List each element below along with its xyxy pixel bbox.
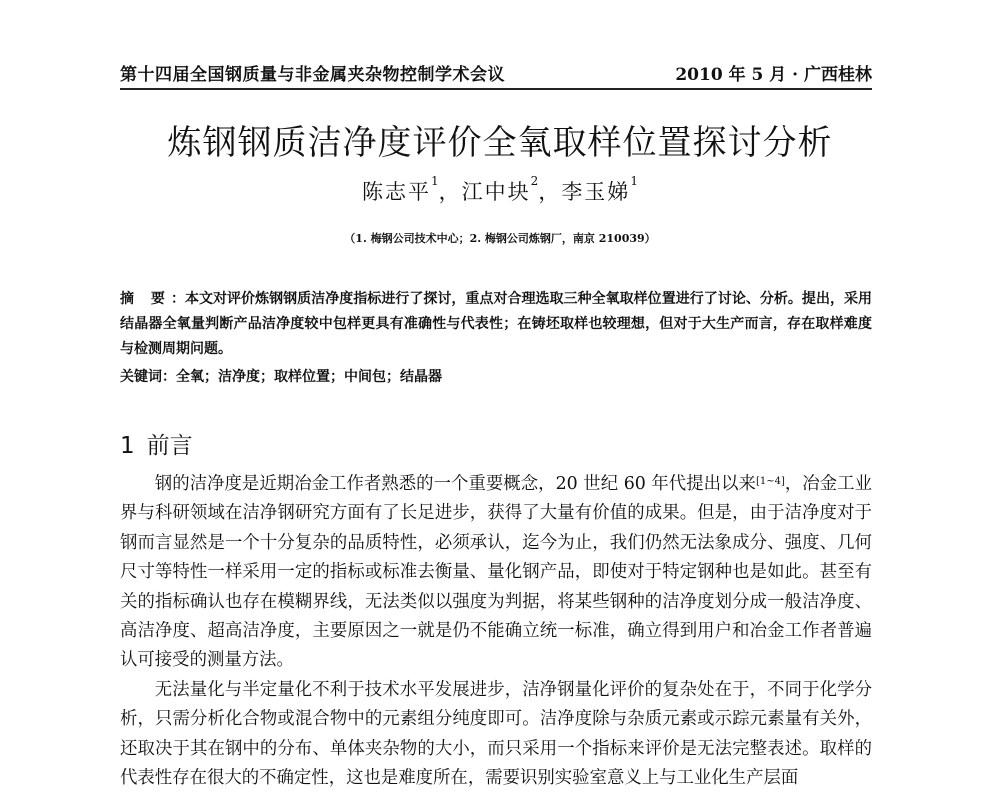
conference-name: 第十四届全国钢质量与非金属夹杂物控制学术会议 xyxy=(120,65,505,85)
author-line xyxy=(0,176,1000,206)
header-rule xyxy=(120,88,872,90)
section-title: 前言 xyxy=(146,433,193,459)
section-heading xyxy=(120,427,193,460)
abstract xyxy=(120,287,872,362)
paragraph xyxy=(120,470,872,676)
paragraph: 无法量化与半定量化不利于技术水平发展进步，洁净钢量化评价的复杂处在于，不同于化学分析，只需分析化合物或混合物中的元素组分纯度即可。洁净度除与杂质元素或示踪元素量有关外，还取决于其在钢中的分布、单体夹杂物的大小，而只采用一个指标来评价是无法完整表述。取样的代表性存在很大的不确定性，这也是难度所在，需要识别实验室意义上与工业化生产层面 xyxy=(120,679,872,789)
paragraph-text: ，冶金工业界与科研领域在洁净钢研究方面有了长足进步，获得了大量有价值的成果。但是，由于洁净度对于钢而言显然是一个十分复杂的品质特性，必须承认，迄今为止，我们仍然无法象成分、强度、几何尺寸等特性一样采用一定的指标或标准去衡量、量化钢产品，即使对于特定钢种也是如此。甚至有关的指标确认也存在模糊界线，无法类似以强度为判据，将某些钢种的洁净度划分成一般洁净度、高洁净度、超高洁净度，主要原因之一就是仍不能确立统一标准，确立得到用户和冶金工作者普遍认可接受的测量方法。 xyxy=(120,474,872,671)
author-affil-mark: 1 xyxy=(630,174,638,188)
author-affil-mark: 1 xyxy=(431,174,439,188)
author-affil-mark: 2 xyxy=(530,174,539,188)
affiliation: （1. 梅钢公司技术中心；2. 梅钢公司炼钢厂，南京 210039） xyxy=(344,232,656,245)
author-name: 陈志平 xyxy=(362,180,432,204)
body-text xyxy=(120,470,872,793)
keywords-label: 关键词 xyxy=(120,369,162,385)
author-name: 李玉娣 xyxy=(561,180,631,204)
author-separator: ， xyxy=(438,180,462,204)
running-header xyxy=(120,56,872,86)
author-name: 江中块 xyxy=(461,180,531,204)
keywords-text: ：全氧；洁净度；取样位置；中间包；结晶器 xyxy=(162,369,442,385)
section-number: 1 xyxy=(120,433,135,459)
paragraph-text: 钢的洁净度是近期冶金工作者熟悉的一个重要概念，20 世纪 60 年代提出以来 xyxy=(154,474,756,494)
abstract-text: ：本文对评价炼钢钢质洁净度指标进行了探讨，重点对合理选取三种全氧取样位置进行了讨论、分析。提出，采用结晶器全氧量判断产品洁净度较中包样更具有准确性与代表性；在铸坯取样也较理想，但对于大生产而言，存在取样难度与检测周期问题。 xyxy=(120,291,873,357)
author-separator: ， xyxy=(538,180,562,204)
keywords xyxy=(120,365,872,390)
citation-ref: [1~4] xyxy=(755,476,785,487)
date-location: 2010 年 5 月 · 广西桂林 xyxy=(675,65,872,85)
paper-title: 炼钢钢质洁净度评价全氧取样位置探讨分析 xyxy=(167,123,833,163)
abstract-label: 摘 要 xyxy=(120,291,171,307)
